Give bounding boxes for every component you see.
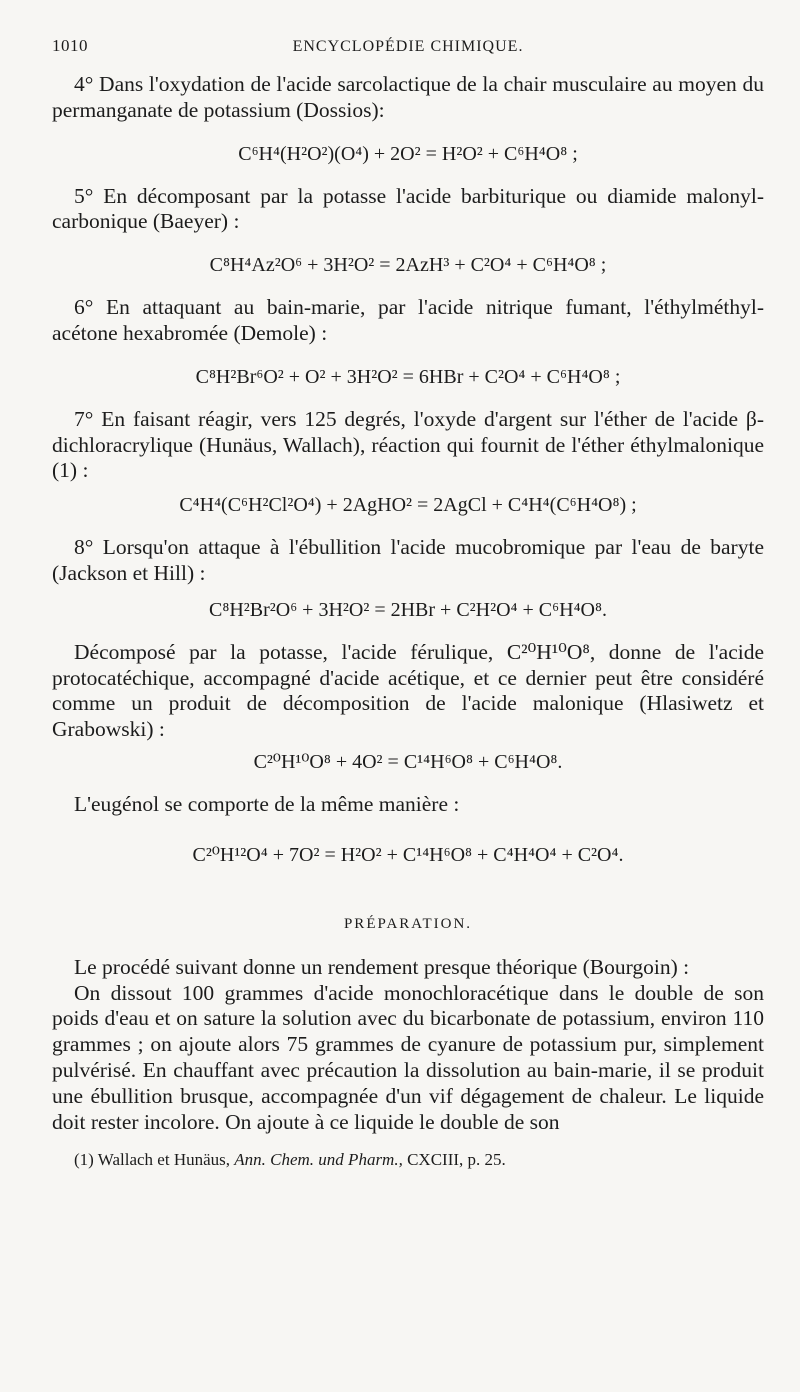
formula-10: C²⁰H¹²O⁴ + 7O² = H²O² + C¹⁴H⁶O⁸ + C⁴H⁴O⁴ + C²O⁴. [192,843,624,866]
footnote-journal: Ann. Chem. und Pharm., [234,1150,403,1170]
formula-4: C⁶H⁴(H²O²)(O⁴) + 2O² = H²O² + C⁶H⁴O⁸ ; [238,142,578,165]
formula-9: C²⁰H¹⁰O⁸ + 4O² = C¹⁴H⁶O⁸ + C⁶H⁴O⁸. [253,750,563,773]
formula-6: C⁸H²Br⁶O² + O² + 3H²O² = 6HBr + C²O⁴ + C⁶H⁴O⁸ ; [195,365,621,388]
page-number: 1010 [52,36,88,55]
formula-7: C⁴H⁴(C⁶H²Cl²O⁴) + 2AgHO² = 2AgCl + C⁴H⁴(C⁶H⁴O⁸) ; [179,494,637,517]
paragraph-8: 8° Lorsqu'on attaque à l'ébullition l'acide mucobromique par l'eau de baryte (Jackson et Hill) : [52,535,764,585]
paragraph-preparation-2: On dissout 100 grammes d'acide monochloracétique dans le double de son poids d'eau et on sature la solution avec du bicarbonate de potassium, environ 110 grammes ; on ajoute alors 75 grammes de cyanure de potassium pur, simplement pulvérisé. En chauffant avec précaution la dissolution au bain-marie, il se produit une ébullition brusque, accompagnée d'un vif dégagement de chaleur. Le liquide doit rester incolore. On ajoute à ce liquide le double de son [52,980,764,1134]
footnote-reference: CXCIII, p. 25. [407,1150,506,1170]
paragraph-5: 5° En décomposant par la potasse l'acide barbiturique ou diamide malonyl-carbonique (Baeyer) : [52,183,764,234]
running-head [52,36,764,64]
formula-5: C⁸H⁴Az²O⁶ + 3H²O² = 2AzH³ + C²O⁴ + C⁶H⁴O⁸ ; [209,254,607,277]
paragraph-6: 6° En attaquant au bain-marie, par l'acide nitrique fumant, l'éthylméthyl-acétone hexabromée (Demole) : [52,295,764,345]
footnote-marker: (1) [74,1150,94,1170]
formula-8: C⁸H²Br²O⁶ + 3H²O² = 2HBr + C²H²O⁴ + C⁶H⁴O⁸. [209,598,607,621]
section-title: PRÉPARATION. [343,915,473,932]
paragraph-preparation-1: Le procédé suivant donne un rendement presque théorique (Bourgoin) : [74,954,690,979]
footnote-authors: Wallach et Hunäus, [97,1150,231,1170]
running-title: ENCYCLOPÉDIE CHIMIQUE. [292,38,524,55]
footnote [52,1149,764,1171]
paragraph-ferulique: Décomposé par la potasse, l'acide férulique, C²⁰H¹⁰O⁸, donne de l'acide protocatéchique, accompagné d'acide acétique, et ce dernier peut être considéré comme un produit de décomposition de l'acide malonique (Hlasiwetz et Grabowski) : [52,639,764,742]
paragraph-4: 4° Dans l'oxydation de l'acide sarcolactique de la chair musculaire au moyen du permanganate de potassium (Dossios): [52,72,764,122]
paragraph-eugenol: L'eugénol se comporte de la même manière : [74,791,460,816]
paragraph-7: 7° En faisant réagir, vers 125 degrés, l'oxyde d'argent sur l'éther de l'acide β-dichloracrylique (Hunäus, Wallach), réaction qui fournit de l'éther éthylmalonique (1) : [52,406,764,483]
